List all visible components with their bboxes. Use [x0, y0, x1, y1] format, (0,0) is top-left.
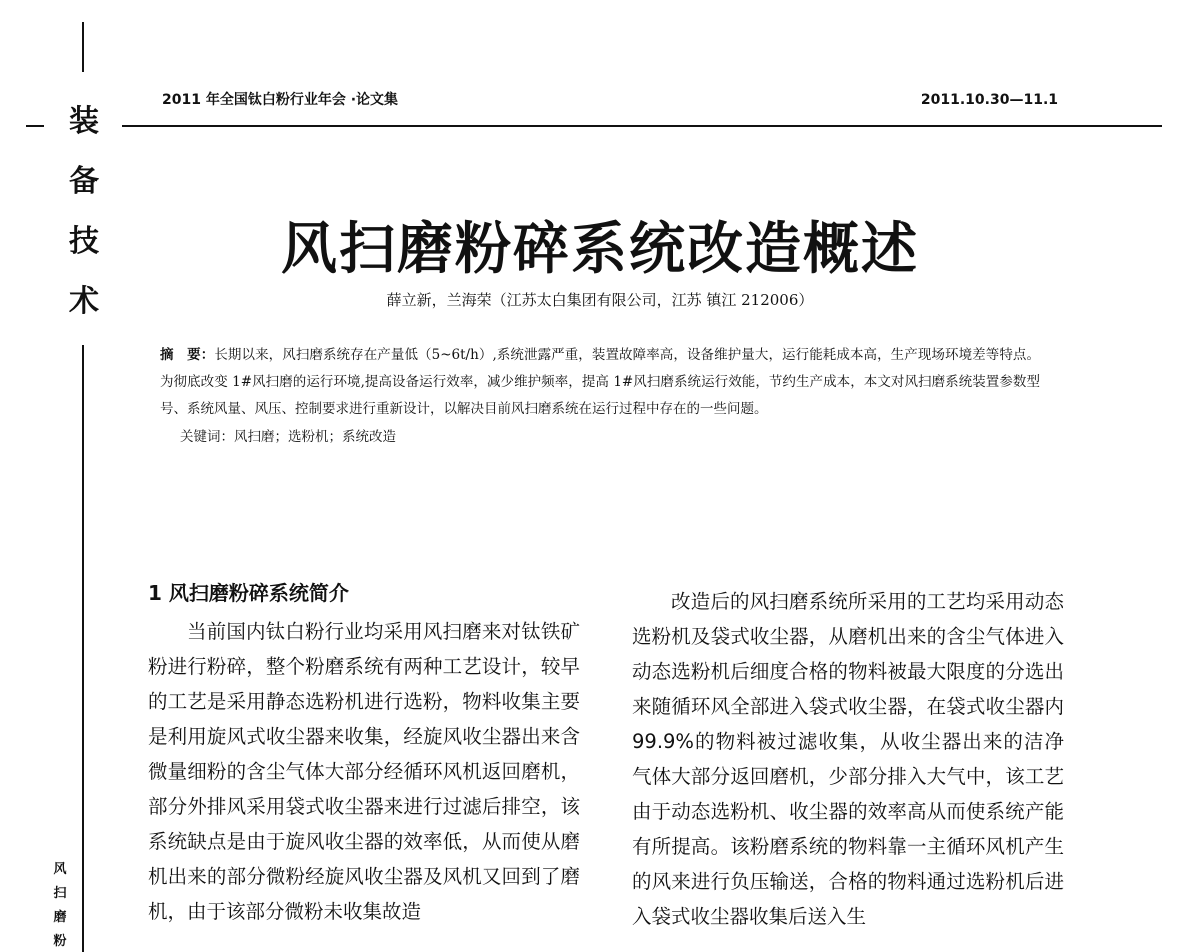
side-char: 备 — [69, 164, 99, 199]
side-char: 装 — [69, 104, 99, 139]
margin-line-bottom — [82, 345, 84, 952]
running-title-vertical — [48, 858, 72, 952]
abstract-block — [160, 342, 1040, 451]
paragraph: 当前国内钛白粉行业均采用风扫磨来对钛铁矿粉进行粉碎，整个粉磨系统有两种工艺设计，较早的工艺是采用静态选粉机进行选粉，物料收集主要是利用旋风式收尘器来收集，经旋风收尘器出来含微量细粉的含尘气体大部分经循环风机返回磨机，部分外排风采用袋式收尘器来进行过滤后排空，该系统缺点是由于旋风收尘器的效率低，从而使从磨机出来的部分微粉经旋风收尘器及风机又回到了磨机，由于该部分微粉未收集故造 — [148, 620, 580, 923]
keywords-text: 风扫磨；选粉机；系统改造 — [234, 429, 396, 445]
side-char: 术 — [69, 284, 99, 319]
header-rule — [122, 125, 1162, 127]
side-char: 扫 — [53, 886, 67, 901]
side-char: 技 — [69, 224, 99, 259]
abstract — [160, 342, 1040, 423]
keywords — [160, 424, 1040, 451]
left-column-text — [148, 614, 580, 929]
section-heading: 1 风扫磨粉碎系统简介 — [148, 581, 349, 605]
side-char: 粉 — [53, 934, 67, 949]
authors: 薛立新，兰海荣（江苏太白集团有限公司，江苏 镇江 212006） — [386, 291, 814, 309]
paper-title: 风扫磨粉碎系统改造概述 — [281, 217, 919, 282]
margin-line-top — [82, 22, 84, 72]
header-journal: 2011 年全国钛白粉行业年会 ·论文集 — [162, 92, 399, 108]
side-char: 磨 — [53, 910, 67, 925]
left-column — [148, 578, 580, 929]
keywords-label: 关键词： — [180, 429, 234, 445]
abstract-label: 摘 要： — [160, 347, 215, 363]
margin-dash — [26, 125, 44, 127]
side-char: 风 — [53, 862, 67, 877]
right-column — [632, 584, 1064, 934]
abstract-text: 长期以来，风扫磨系统存在产量低（5~6t/h）,系统泄露严重，装置故障率高，设备维护量大，运行能耗成本高，生产现场环境差等特点。为彻底改变 1#风扫磨的运行环境,提高设备运行效率，减少维护频率，提高 1#风扫磨系统运行效能，节约生产成本，本文对风扫磨系统装置参数型号、系统风量、风压、控制要求进行重新设计，以解决目前风扫磨系统在运行过程中存在的一些问题。 — [160, 347, 1040, 417]
paragraph: 改造后的风扫磨系统所采用的工艺均采用动态选粉机及袋式收尘器，从磨机出来的含尘气体进入动态选粉机后细度合格的物料被最大限度的分选出来随循环风全部进入袋式收尘器，在袋式收尘器内 99.9%的物料被过滤收集，从收尘器出来的洁净气体大部分返回磨机，少部分排入大气中，该工艺由于动态选粉机、收尘器的效率高从而使系统产能有所提高。该粉磨系统的物料靠一主循环风机产生的风来进行负压输送，合格的物料通过选粉机后进入袋式收尘器收集后送入生 — [632, 590, 1064, 928]
header-date: 2011.10.30—11.1 — [920, 92, 1058, 108]
